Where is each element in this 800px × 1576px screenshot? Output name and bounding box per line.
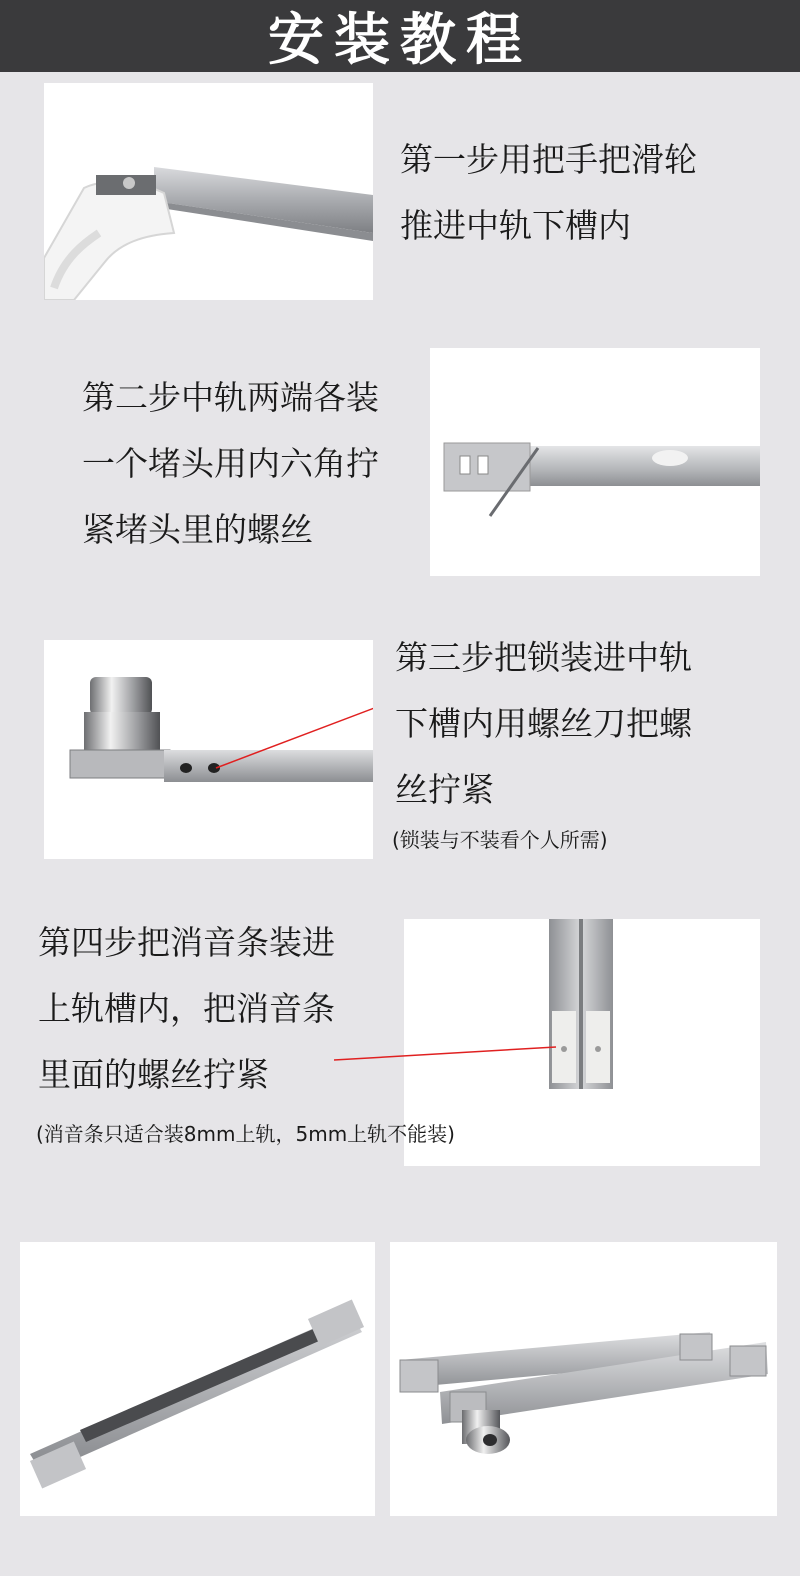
step4-note: (消音条只适合装8mm上轨，5mm上轨不能装) — [36, 1122, 455, 1146]
lock-photo — [44, 640, 373, 859]
step2-text — [82, 365, 379, 563]
page-title: 安装教程 — [268, 8, 532, 73]
bottom-photo-right — [390, 1242, 777, 1516]
step1-line: 推进中轨下槽内 — [400, 206, 631, 245]
step3-text — [395, 625, 692, 823]
rail-with-lock-photo — [390, 1242, 777, 1516]
handle-tool-photo — [44, 83, 373, 300]
step1-photo — [44, 83, 373, 300]
step4-line: 第四步把消音条装进 — [38, 923, 335, 962]
bottom-photo-left — [20, 1242, 375, 1516]
step3-line: 第三步把锁装进中轨 — [395, 638, 692, 677]
step2-line: 紧堵头里的螺丝 — [82, 510, 313, 549]
step2-line: 第二步中轨两端各装 — [82, 378, 379, 417]
step2-photo — [430, 348, 760, 576]
step4-text — [38, 910, 335, 1108]
step4-line: 上轨槽内，把消音条 — [38, 989, 335, 1028]
step1-text — [400, 127, 697, 259]
step3-line: 下槽内用螺丝刀把螺 — [395, 704, 692, 743]
step3-photo — [44, 640, 373, 859]
step3-note: (锁装与不装看个人所需) — [392, 828, 608, 852]
step2-line: 一个堵头用内六角拧 — [82, 444, 379, 483]
step1-line: 第一步用把手把滑轮 — [400, 140, 697, 179]
assembled-rail-photo — [20, 1242, 375, 1516]
step4-line: 里面的螺丝拧紧 — [38, 1055, 269, 1094]
step3-line: 丝拧紧 — [395, 770, 494, 809]
end-cap-photo — [430, 348, 760, 576]
page-header — [0, 0, 800, 72]
pointer-line — [334, 1040, 564, 1070]
